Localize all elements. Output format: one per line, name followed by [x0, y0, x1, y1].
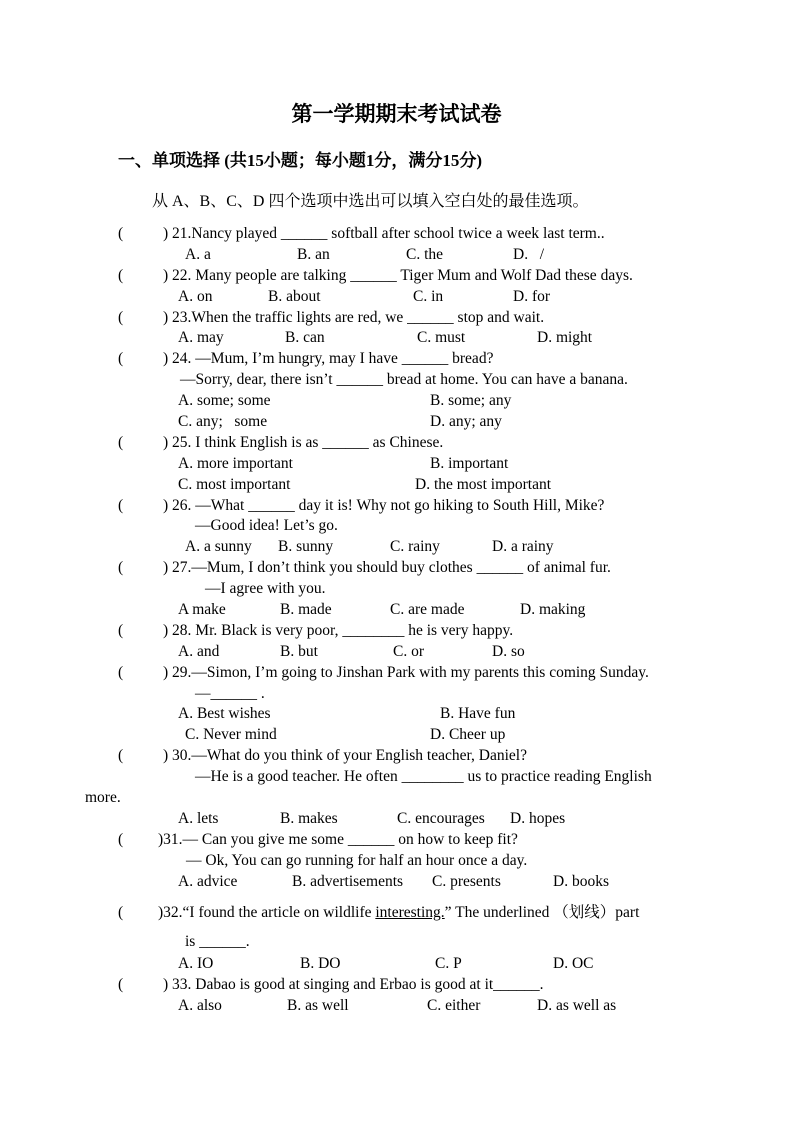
option-label	[178, 642, 219, 663]
question-line	[0, 663, 793, 684]
text-run	[163, 308, 544, 329]
answer-bracket	[118, 621, 123, 642]
text-part: ) 23.When the traffic lights are red, we ______ stop and wait.	[163, 308, 545, 326]
text-part: —______ .	[195, 684, 265, 702]
text-part: C. rainy	[390, 538, 440, 556]
text-part: A. IO	[178, 955, 214, 973]
option-label	[417, 328, 465, 349]
question-line	[0, 684, 793, 705]
option-label	[430, 725, 505, 746]
text-part: (	[118, 496, 124, 514]
text-part: A. on	[178, 287, 213, 305]
question-line	[0, 830, 793, 851]
option-label	[287, 996, 349, 1017]
question-line	[0, 809, 793, 830]
text-part: B. advertisements	[292, 872, 404, 890]
text-run	[163, 266, 633, 287]
text-part: C. in	[413, 287, 444, 305]
text-part: —He is a good teacher. He often ________ us to practice reading English	[195, 768, 652, 786]
text-part: A. a	[185, 245, 211, 263]
text-part: B. makes	[280, 809, 338, 827]
option-label	[553, 954, 593, 975]
answer-bracket	[118, 903, 123, 924]
question-line	[0, 996, 793, 1017]
text-part: C. P	[435, 955, 462, 973]
text-part: )31.— Can you give me some ______ on how to keep fit?	[158, 830, 518, 848]
question-line	[0, 788, 793, 809]
option-label	[513, 287, 550, 308]
question-line	[0, 704, 793, 725]
question-line	[0, 308, 793, 329]
question-line	[0, 454, 793, 475]
option-label	[427, 996, 480, 1017]
question-line	[0, 954, 793, 975]
option-label	[178, 328, 224, 349]
option-label	[300, 954, 340, 975]
question-line	[0, 266, 793, 287]
option-label	[178, 412, 267, 433]
text-part: C. must	[417, 329, 466, 347]
text-part: ) 28. Mr. Black is very poor, ________ he is very happy.	[163, 621, 514, 639]
question-line	[0, 851, 793, 872]
question-line	[0, 516, 793, 537]
text-part: B. important	[430, 454, 509, 472]
answer-bracket	[118, 746, 123, 767]
question-line	[0, 725, 793, 746]
option-label	[390, 537, 440, 558]
text-part: C. most important	[178, 475, 291, 493]
answer-bracket	[118, 308, 123, 329]
question-line	[0, 746, 793, 767]
option-label	[415, 475, 551, 496]
question-line	[0, 370, 793, 391]
text-part: ) 21.Nancy played ______ softball after school twice a week last term..	[163, 225, 605, 242]
text-run	[163, 621, 513, 642]
option-label	[435, 954, 462, 975]
text-run	[163, 433, 443, 454]
text-part: ) 22. Many people are talking ______ Tiger Mum and Wolf Dad these days.	[163, 266, 633, 284]
text-part: ” The underlined （划线）part	[444, 903, 640, 921]
text-part: C. presents	[432, 872, 501, 890]
question-line	[0, 412, 793, 433]
text-part: A. advice	[178, 872, 238, 890]
question-line	[0, 642, 793, 663]
text-part: A. lets	[178, 809, 219, 827]
question-line	[0, 579, 793, 600]
option-label	[178, 954, 213, 975]
option-label	[432, 872, 501, 893]
option-label	[430, 391, 511, 412]
answer-bracket	[118, 224, 123, 245]
text-part: (	[118, 308, 124, 326]
text-part: B. Have fun	[440, 705, 516, 723]
text-part: ) 29.—Simon, I’m going to Jinshan Park with my parents this coming Sunday.	[163, 663, 649, 681]
text-part: (	[118, 747, 124, 765]
option-label	[178, 704, 271, 725]
questions-container	[0, 224, 793, 1017]
text-part: A. also	[178, 997, 222, 1015]
text-part: —Sorry, dear, there isn’t ______ bread at home. You can have a banana.	[180, 371, 628, 389]
option-label	[185, 245, 211, 266]
text-part: more.	[85, 789, 121, 807]
option-label	[185, 725, 277, 746]
text-run	[195, 516, 338, 537]
text-part: is ______.	[185, 933, 250, 951]
text-run	[163, 349, 493, 370]
question-line	[0, 496, 793, 517]
text-part: (	[118, 350, 124, 368]
text-part: (	[118, 559, 124, 577]
text-part: B. DO	[300, 955, 341, 973]
text-part: ) 27.—Mum, I don’t think you should buy clothes ______ of animal fur.	[163, 559, 611, 577]
option-label	[178, 996, 222, 1017]
text-part: ) 33. Dabao is good at singing and Erbao is good at it______.	[163, 976, 544, 994]
text-part: B. sunny	[278, 538, 334, 556]
text-part: D. for	[513, 287, 551, 305]
text-part: —Good idea! Let’s go.	[195, 517, 338, 535]
text-part: B. can	[285, 329, 325, 347]
text-part: ) 30.—What do you think of your English teacher, Daniel?	[163, 747, 527, 765]
text-part: —I agree with you.	[205, 580, 326, 598]
option-label	[178, 454, 293, 475]
underlined-word: interesting.	[375, 903, 445, 921]
text-part: (	[118, 433, 124, 451]
text-run	[158, 903, 639, 924]
text-part: (	[118, 663, 124, 681]
question-line	[0, 224, 793, 245]
text-run	[205, 579, 326, 600]
option-label	[178, 809, 218, 830]
text-part: (	[118, 621, 124, 639]
text-part: ) 25. I think English is as ______ as Chinese.	[163, 433, 444, 451]
question-line	[0, 558, 793, 579]
option-label	[292, 872, 403, 893]
text-part: C. Never mind	[185, 726, 277, 744]
question-line	[0, 349, 793, 370]
option-label	[513, 245, 544, 266]
question-line	[0, 903, 793, 924]
text-run	[163, 224, 605, 245]
answer-bracket	[118, 558, 123, 579]
question-line	[0, 475, 793, 496]
text-run	[163, 558, 611, 579]
text-part: (	[118, 830, 124, 848]
text-part: B. some; any	[430, 392, 512, 410]
option-label	[492, 642, 525, 663]
text-part: B. but	[280, 642, 318, 660]
option-label	[185, 537, 252, 558]
text-part: D. books	[553, 872, 609, 890]
answer-bracket	[118, 496, 123, 517]
text-part: A. some; some	[178, 392, 271, 410]
question-line	[0, 287, 793, 308]
option-label	[537, 328, 592, 349]
option-label	[297, 245, 330, 266]
text-part: C. encourages	[397, 809, 485, 827]
option-label	[178, 872, 237, 893]
option-label	[268, 287, 321, 308]
text-part: (	[118, 225, 124, 242]
text-run	[186, 851, 527, 872]
option-label	[413, 287, 443, 308]
answer-bracket	[118, 433, 123, 454]
text-part: A. more important	[178, 454, 293, 472]
option-label	[520, 600, 585, 621]
answer-bracket	[118, 830, 123, 851]
option-label	[430, 454, 508, 475]
option-label	[178, 287, 212, 308]
question-line	[0, 975, 793, 996]
question-line	[0, 767, 793, 788]
text-part: B. about	[268, 287, 321, 305]
option-label	[397, 809, 485, 830]
question-line	[0, 872, 793, 893]
text-part: (	[118, 266, 124, 284]
text-part: C. are made	[390, 601, 465, 619]
question-line	[0, 433, 793, 454]
answer-bracket	[118, 349, 123, 370]
text-run	[180, 370, 628, 391]
text-part: D. any; any	[430, 413, 502, 431]
question-line	[0, 600, 793, 621]
question-line	[0, 328, 793, 349]
text-part: D. the most important	[415, 475, 552, 493]
option-label	[280, 809, 338, 830]
option-label	[178, 391, 271, 412]
text-part: B. as well	[287, 997, 349, 1015]
text-part: A make	[178, 601, 226, 619]
text-part: )32.“I found the article on wildlife	[158, 903, 376, 921]
option-label	[285, 328, 325, 349]
text-part: ) 24. —Mum, I’m hungry, may I have ______ bread?	[163, 350, 494, 368]
text-run	[195, 767, 652, 788]
section-heading: 一、单项选择 (共15小题；每小题1分，满分15分)	[118, 151, 483, 170]
text-part: C. or	[393, 642, 424, 660]
text-run	[163, 746, 527, 767]
text-part: ) 26. —What ______ day it is! Why not go hiking to South Hill, Mike?	[163, 496, 605, 514]
text-run	[85, 788, 121, 809]
section-instruction: 从 A、B、C、D 四个选项中选出可以填入空白处的最佳选项。	[152, 193, 589, 210]
text-part: A. Best wishes	[178, 705, 271, 723]
option-label	[278, 537, 333, 558]
option-label	[440, 704, 515, 725]
text-part: A. may	[178, 329, 224, 347]
text-part: (	[118, 903, 124, 921]
text-run	[163, 975, 544, 996]
text-part: D. might	[537, 329, 593, 347]
option-label	[430, 412, 502, 433]
text-part: A. and	[178, 642, 220, 660]
document-title: 第一学期期末考试试卷	[291, 102, 502, 126]
option-label	[280, 600, 332, 621]
answer-bracket	[118, 663, 123, 684]
text-part: A. a sunny	[185, 538, 252, 556]
text-run	[185, 932, 250, 953]
text-part: D. so	[492, 642, 525, 660]
text-part: — Ok, You can go running for half an hour once a day.	[186, 851, 528, 869]
option-label	[178, 475, 290, 496]
option-label	[510, 809, 565, 830]
question-line	[0, 537, 793, 558]
text-part: D. making	[520, 601, 586, 619]
text-part: B. an	[297, 245, 330, 263]
text-run	[163, 496, 604, 517]
answer-bracket	[118, 266, 123, 287]
question-line	[0, 621, 793, 642]
text-part: C. the	[406, 245, 444, 263]
option-label	[537, 996, 616, 1017]
text-run	[158, 830, 518, 851]
text-part: (	[118, 976, 124, 994]
text-part: D. a rainy	[492, 538, 554, 556]
text-part: D. hopes	[510, 809, 566, 827]
option-label	[553, 872, 609, 893]
answer-bracket	[118, 975, 123, 996]
question-line	[0, 245, 793, 266]
text-part: C. either	[427, 997, 481, 1015]
text-run	[163, 663, 649, 684]
text-part: D. OC	[553, 955, 594, 973]
text-part: B. made	[280, 601, 332, 619]
text-part: C. any; some	[178, 413, 268, 431]
option-label	[393, 642, 424, 663]
option-label	[178, 600, 226, 621]
option-label	[280, 642, 318, 663]
option-label	[406, 245, 443, 266]
text-part: D. as well as	[537, 997, 617, 1015]
question-line	[0, 932, 793, 953]
option-label	[390, 600, 464, 621]
option-label	[492, 537, 554, 558]
text-part: D. Cheer up	[430, 726, 506, 744]
text-run	[195, 684, 265, 705]
text-part: D. /	[513, 245, 544, 263]
question-line	[0, 391, 793, 412]
